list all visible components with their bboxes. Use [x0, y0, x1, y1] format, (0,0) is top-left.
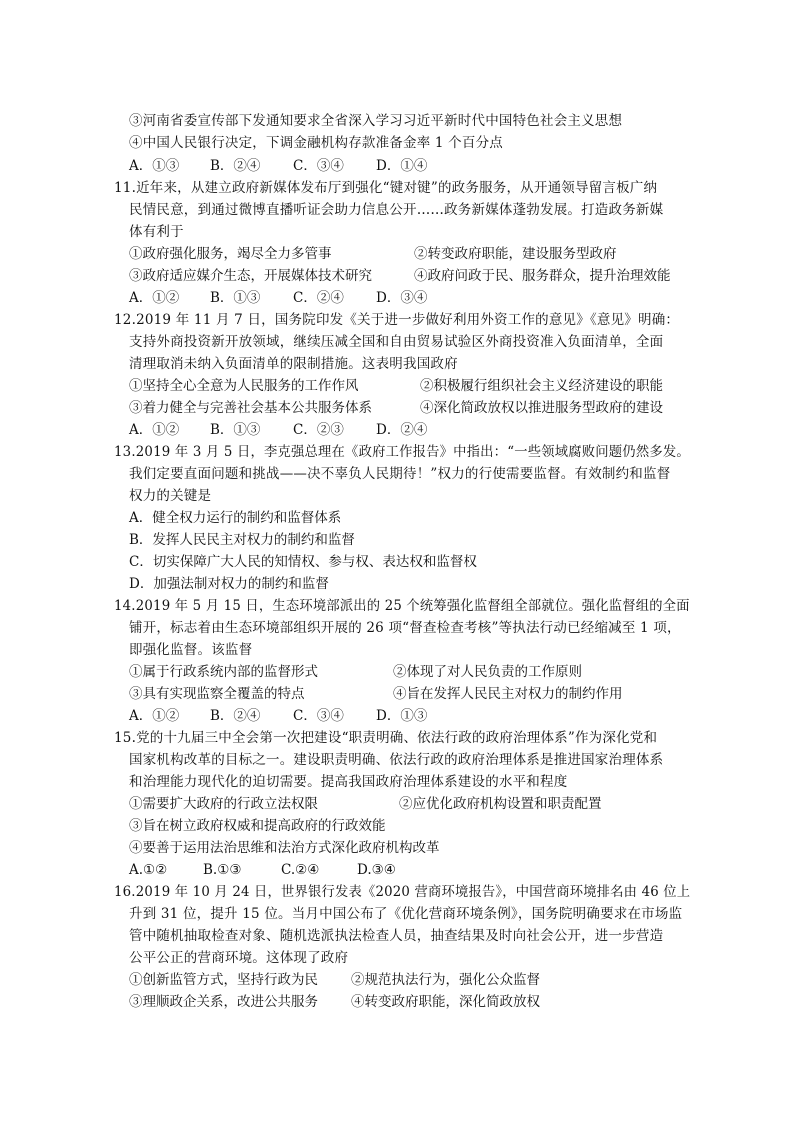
- question-13-line-1: 13.2019 年 3 月 5 日，李克强总理在《政府工作报告》中指出：“一些领域腐败问题仍然多发。: [114, 444, 690, 460]
- statement-4: ④中国人民银行决定，下调金融机构存款准备金率 1 个百分点: [129, 135, 503, 151]
- q13-option-b: B．发挥人民民主对权力的制约和监督: [129, 532, 355, 548]
- question-14-line-1: 14.2019 年 5 月 15 日，生态环境部派出的 25 个统筹强化监督组全部就位。强化监督组的全面: [114, 598, 690, 614]
- q11-item-1: ①政府强化服务，竭尽全力多管事: [129, 246, 332, 262]
- q14-answer-d: D．①③: [376, 708, 428, 724]
- q11-answer-a: A．①②: [129, 290, 180, 306]
- q16-item-1: ①创新监管方式，坚持行政为民: [129, 972, 318, 988]
- q12-item-4: ④深化简政放权以推进服务型政府的建设: [420, 400, 663, 416]
- question-12-line-2: 支持外商投资新开放领域，继续压减全国和自由贸易试验区外商投资准入负面清单，全面: [129, 334, 664, 350]
- q16-item-2: ②规范执法行为，强化公众监督: [351, 972, 540, 988]
- answer-d: D．①④: [376, 158, 428, 174]
- question-14-line-2: 铺开，标志着由生态环境部组织开展的 26 项“督查检查考核”等执法行动已经缩减至 1 项，: [129, 620, 681, 636]
- question-15-line-1: 15.党的十九届三中全会第一次把建设“职责明确、依法行政的政府治理体系”作为深化党和: [114, 730, 658, 746]
- q14-item-4: ④旨在发挥人民民主对权力的制约作用: [393, 686, 623, 702]
- q14-item-2: ②体现了对人民负责的工作原则: [393, 664, 582, 680]
- q15-item-4: ④要善于运用法治思维和法治方式深化政府机构改革: [129, 840, 440, 856]
- q12-answer-a: A．①②: [129, 422, 180, 438]
- question-15-line-2: 国家机构改革的目标之一。建设职责明确、依法行政的政府治理体系是推进国家治理体系: [129, 752, 664, 768]
- statement-3: ③河南省委宣传部下发通知要求全省深入学习习近平新时代中国特色社会主义思想: [129, 113, 623, 129]
- q15-answer-b: B.①③: [203, 862, 242, 878]
- q11-item-4: ④政府问政于民、服务群众，提升治理效能: [414, 268, 671, 284]
- question-11-line-3: 体有利于: [129, 224, 184, 240]
- q11-answer-b: B．①③: [210, 290, 261, 306]
- q12-answer-c: C．②③: [293, 422, 344, 438]
- q15-item-2: ②应优化政府机构设置和职责配置: [399, 796, 602, 812]
- q15-item-1: ①需要扩大政府的行政立法权限: [129, 796, 318, 812]
- answer-c: C．③④: [293, 158, 344, 174]
- question-12-line-3: 清理取消未纳入负面清单的限制措施。这表明我国政府: [129, 356, 458, 372]
- question-16-line-1: 16.2019 年 10 月 24 日，世界银行发表《2020 营商环境报告》，中国营商环境排名由 46 位上: [114, 884, 691, 900]
- q11-answer-d: D．③④: [376, 290, 428, 306]
- q11-answer-c: C．②④: [293, 290, 344, 306]
- q15-answer-c: C.②④: [281, 862, 320, 878]
- q12-answer-d: D．②④: [376, 422, 428, 438]
- q14-item-1: ①属于行政系统内部的监督形式: [129, 664, 318, 680]
- q11-item-2: ②转变政府职能，建设服务型政府: [414, 246, 617, 262]
- q11-item-3: ③政府适应媒介生态，开展媒体技术研究: [129, 268, 372, 284]
- question-16-line-2: 升到 31 位，提升 15 位。当月中国公布了《优化营商环境条例》，国务院明确要求在市场监: [129, 906, 683, 922]
- question-11-line-2: 民情民意，到通过微博直播听证会助力信息公开……政务新媒体蓬勃发展。打造政务新媒: [129, 202, 664, 218]
- question-15-line-3: 和治理能力现代化的迫切需要。提高我国政府治理体系建设的水平和程度: [129, 774, 568, 790]
- q12-item-2: ②积极履行组织社会主义经济建设的职能: [420, 378, 663, 394]
- q12-item-3: ③着力健全与完善社会基本公共服务体系: [129, 400, 372, 416]
- question-13-line-2: 我们定要直面问题和挑战——决不辜负人民期待！”权力的行使需要监督。有效制约和监督: [129, 466, 671, 482]
- q14-item-3: ③具有实现监察全覆盖的特点: [129, 686, 305, 702]
- q12-answer-b: B．①③: [210, 422, 261, 438]
- q13-option-d: D．加强法制对权力的制约和监督: [129, 576, 329, 592]
- q15-answer-d: D.③④: [357, 862, 396, 878]
- answer-b: B．②④: [210, 158, 261, 174]
- question-16-line-4: 公平公正的营商环境。这体现了政府: [129, 950, 349, 966]
- question-13-line-3: 权力的关键是: [129, 488, 212, 504]
- q13-option-a: A．健全权力运行的制约和监督体系: [129, 510, 342, 526]
- question-11-line-1: 11.近年来，从建立政府新媒体发布厅到强化“键对键”的政务服务，从开通领导留言板广纳: [114, 180, 658, 196]
- question-12-line-1: 12.2019 年 11 月 7 日，国务院印发《关于进一步做好利用外资工作的意见》《意见》明确：: [114, 312, 680, 328]
- q15-answer-a: A.①②: [129, 862, 168, 878]
- q14-answer-c: C．③④: [293, 708, 344, 724]
- answer-a: A．①③: [129, 158, 180, 174]
- q14-answer-b: B．②④: [210, 708, 261, 724]
- q16-item-3: ③理顺政企关系，改进公共服务: [129, 994, 318, 1010]
- q12-item-1: ①坚持全心全意为人民服务的工作作风: [129, 378, 359, 394]
- q13-option-c: C．切实保障广大人民的知情权、参与权、表达权和监督权: [129, 554, 477, 570]
- question-14-line-3: 即强化监督。该监督: [129, 642, 253, 658]
- q14-answer-a: A．①②: [129, 708, 180, 724]
- question-16-line-3: 管中随机抽取检查对象、随机选派执法检查人员，抽查结果及时向社会公开，进一步营造: [129, 928, 664, 944]
- q16-item-4: ④转变政府职能，深化简政放权: [351, 994, 540, 1010]
- q15-item-3: ③旨在树立政府权威和提高政府的行政效能: [129, 818, 386, 834]
